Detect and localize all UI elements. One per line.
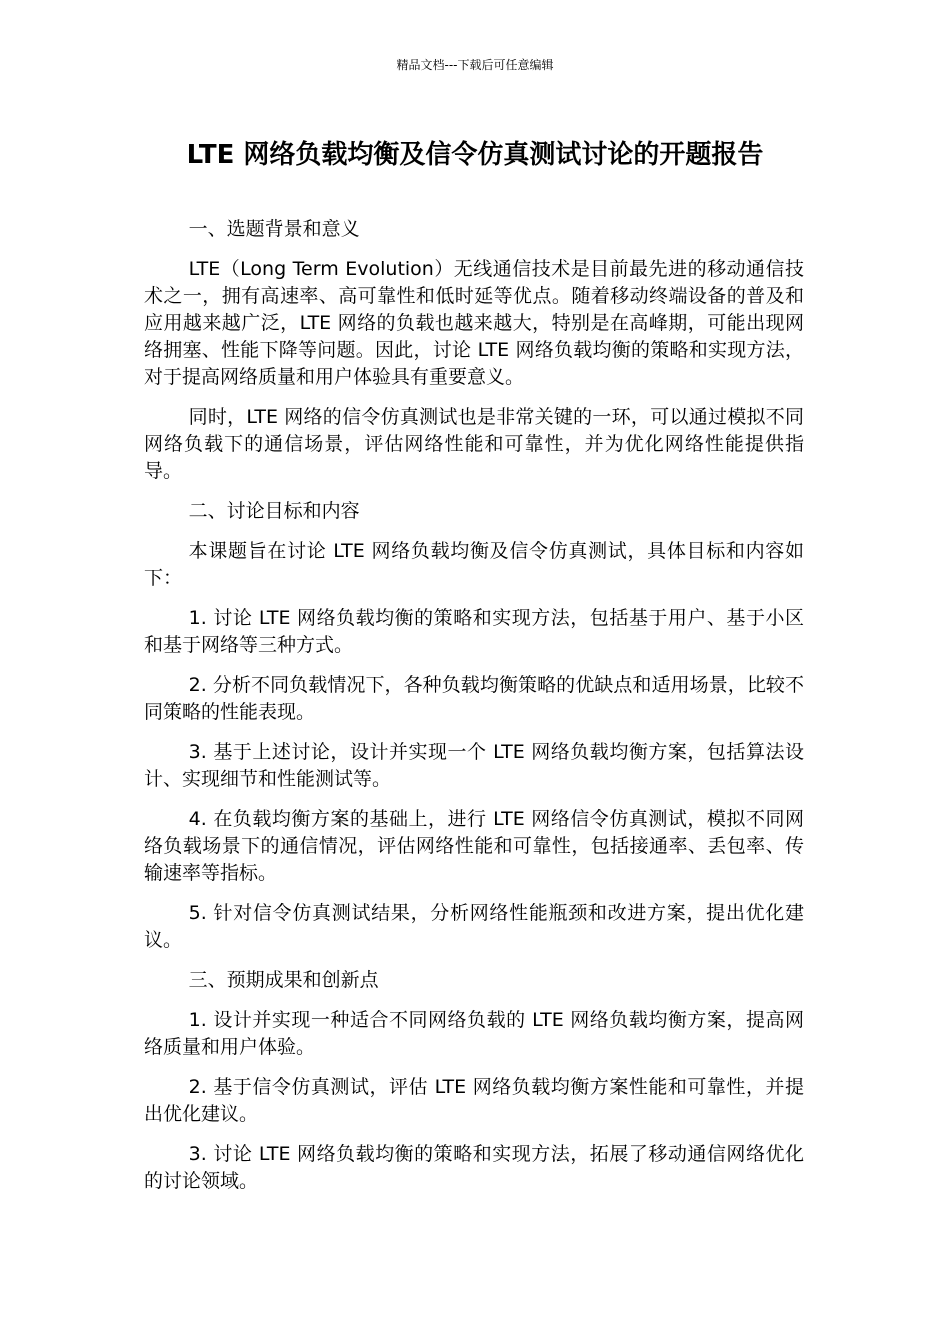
objective-item-3: 3. 基于上述讨论，设计并实现一个 LTE 网络负载均衡方案，包括算法设计、实现细节和性能测试等。	[144, 741, 804, 790]
objective-item-5: 5. 针对信令仿真测试结果，分析网络性能瓶颈和改进方案，提出优化建议。	[144, 902, 804, 951]
paragraph-background-1: LTE（Long Term Evolution）无线通信技术是目前最先进的移动通信技术之一，拥有高速率、高可靠性和低时延等优点。随着移动终端设备的普及和应用越来越广泛，LTE 网络的负载也越来越大，特别是在高峰期，可能出现网络拥塞、性能下降等问题。因此，讨论 LTE 网络负载均衡的策略和实现方法，对于提高网络质量和用户体验具有重要意义。	[144, 258, 804, 388]
section-heading-objectives: 二、讨论目标和内容	[188, 500, 360, 522]
outcome-item-3: 3. 讨论 LTE 网络负载均衡的策略和实现方法，拓展了移动通信网络优化的讨论领域。	[144, 1143, 804, 1192]
objective-item-1: 1. 讨论 LTE 网络负载均衡的策略和实现方法，包括基于用户、基于小区和基于网络等三种方式。	[144, 607, 804, 656]
objective-item-2: 2. 分析不同负载情况下，各种负载均衡策略的优缺点和适用场景，比较不同策略的性能表现。	[144, 674, 804, 723]
document-body	[144, 216, 804, 1208]
objective-item-4: 4. 在负载均衡方案的基础上，进行 LTE 网络信令仿真测试，模拟不同网络负载场景下的通信情况，评估网络性能和可靠性，包括接通率、丢包率、传输速率等指标。	[144, 808, 804, 884]
outcome-item-2: 2. 基于信令仿真测试，评估 LTE 网络负载均衡方案性能和可靠性，并提出优化建议。	[144, 1076, 804, 1125]
paragraph-objectives-intro: 本课题旨在讨论 LTE 网络负载均衡及信令仿真测试，具体目标和内容如下：	[144, 540, 804, 589]
section-heading-background: 一、选题背景和意义	[188, 218, 360, 240]
section-heading-outcomes: 三、预期成果和创新点	[188, 969, 379, 991]
outcome-item-1: 1. 设计并实现一种适合不同网络负载的 LTE 网络负载均衡方案，提高网络质量和用户体验。	[144, 1009, 804, 1058]
paragraph-background-2: 同时，LTE 网络的信令仿真测试也是非常关键的一环，可以通过模拟不同网络负载下的通信场景，评估网络性能和可靠性，并为优化网络性能提供指导。	[144, 406, 804, 482]
document-title: LTE 网络负载均衡及信令仿真测试讨论的开题报告	[186, 140, 764, 170]
header-note: 精品文档---下载后可任意编辑	[396, 58, 554, 72]
